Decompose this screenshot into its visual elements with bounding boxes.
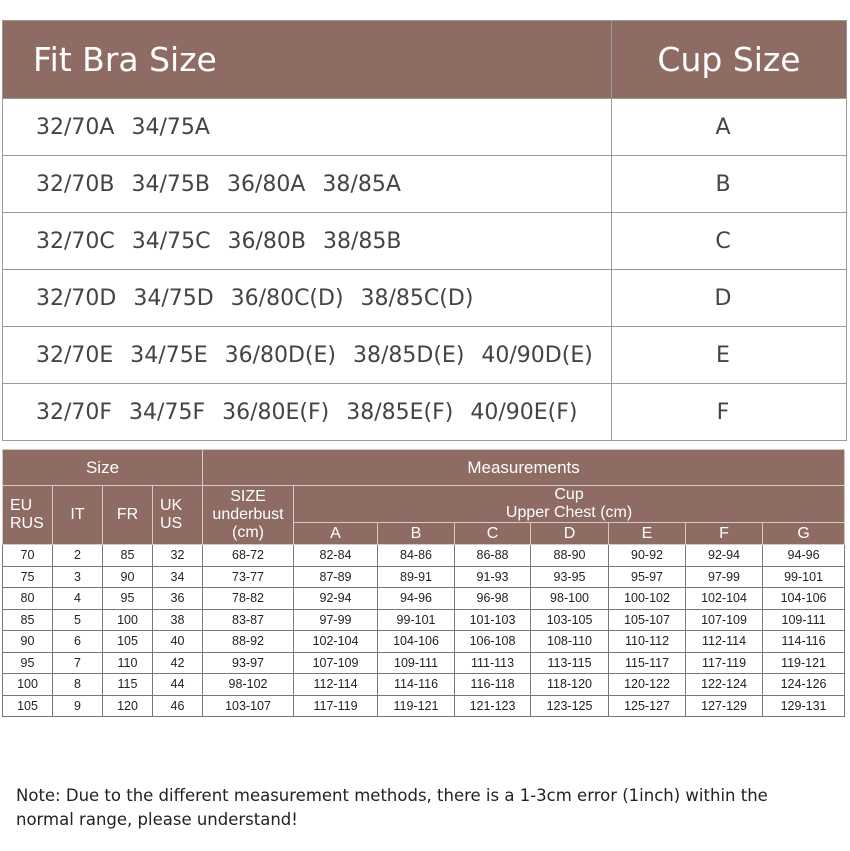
table-cell: 100 (103, 609, 153, 631)
table-cell: 98-102 (203, 674, 294, 696)
cup-upper-chest-header (294, 486, 845, 523)
table-cell: 107-109 (294, 652, 378, 674)
cup-letter-header: B (378, 523, 455, 545)
table-cell: 123-125 (531, 695, 609, 717)
table-cell: 97-99 (686, 566, 763, 588)
table-cell: 90 (103, 566, 153, 588)
table-cell: 117-119 (686, 652, 763, 674)
cup-letter-header: E (609, 523, 686, 545)
table-cell: 103-105 (531, 609, 609, 631)
cup-letter-header: F (686, 523, 763, 545)
measurements-group-header: Measurements (203, 450, 845, 486)
table-cell: 34 (153, 566, 203, 588)
table-cell: 83-87 (203, 609, 294, 631)
uk-us-header (153, 486, 203, 545)
table-cell: 120 (103, 695, 153, 717)
table-cell: 102-104 (294, 631, 378, 653)
table-cell: 116-118 (455, 674, 531, 696)
table-cell: 112-114 (294, 674, 378, 696)
cup-letter-header: G (763, 523, 845, 545)
table-cell: 95 (3, 652, 53, 674)
table-cell: 117-119 (294, 695, 378, 717)
table-cell: 4 (53, 588, 103, 610)
table-cell: 73-77 (203, 566, 294, 588)
table-cell: 106-108 (455, 631, 531, 653)
table-cell: 88-90 (531, 545, 609, 567)
fit-table-header-row (3, 21, 847, 99)
table-cell: 92-94 (294, 588, 378, 610)
cup-letter-cell: C (612, 213, 847, 270)
fit-sizes-cell: 32/70F 34/75F 36/80E(F) 38/85E(F) 40/90E(F) (3, 384, 612, 441)
table-cell: 78-82 (203, 588, 294, 610)
table-cell: 95-97 (609, 566, 686, 588)
eu-rus-header (3, 486, 53, 545)
underbust-header (203, 486, 294, 545)
table-cell: 99-101 (378, 609, 455, 631)
fit-bra-size-table (2, 20, 847, 441)
table-cell: 44 (153, 674, 203, 696)
table-cell: 89-91 (378, 566, 455, 588)
table-cell: 119-121 (378, 695, 455, 717)
fit-sizes-cell: 32/70C 34/75C 36/80B 38/85B (3, 213, 612, 270)
table-cell: 40 (153, 631, 203, 653)
cup-size-header: Cup Size (612, 21, 847, 99)
measure-header-row-1 (3, 450, 845, 486)
cm-label: (cm) (232, 524, 264, 541)
fit-table-row (3, 156, 847, 213)
rus-label: RUS (10, 515, 44, 532)
size-label: SIZE (230, 488, 266, 505)
table-cell: 9 (53, 695, 103, 717)
table-cell: 112-114 (686, 631, 763, 653)
fit-sizes-cell: 32/70D 34/75D 36/80C(D) 38/85C(D) (3, 270, 612, 327)
table-cell: 68-72 (203, 545, 294, 567)
table-cell: 100-102 (609, 588, 686, 610)
table-cell: 90-92 (609, 545, 686, 567)
table-cell: 110 (103, 652, 153, 674)
table-cell: 121-123 (455, 695, 531, 717)
table-row (3, 631, 845, 653)
fit-sizes-cell: 32/70E 34/75E 36/80D(E) 38/85D(E) 40/90D(E) (3, 327, 612, 384)
table-cell: 114-116 (763, 631, 845, 653)
table-cell: 105 (103, 631, 153, 653)
table-cell: 105-107 (609, 609, 686, 631)
table-cell: 2 (53, 545, 103, 567)
us-label: US (160, 515, 183, 532)
table-cell: 85 (103, 545, 153, 567)
table-cell: 104-106 (378, 631, 455, 653)
table-cell: 108-110 (531, 631, 609, 653)
table-cell: 97-99 (294, 609, 378, 631)
cup-letter-cell: A (612, 99, 847, 156)
table-cell: 129-131 (763, 695, 845, 717)
table-cell: 115 (103, 674, 153, 696)
table-cell: 99-101 (763, 566, 845, 588)
table-cell: 119-121 (763, 652, 845, 674)
fit-sizes-cell: 32/70B 34/75B 36/80A 38/85A (3, 156, 612, 213)
table-cell: 88-92 (203, 631, 294, 653)
table-cell: 5 (53, 609, 103, 631)
table-cell: 93-95 (531, 566, 609, 588)
table-row (3, 545, 845, 567)
measurement-note: Note: Due to the different measurement methods, there is a 1-3cm error (1inch) within the normal range, please understand! (16, 786, 768, 829)
cup-letter-header: D (531, 523, 609, 545)
table-cell: 80 (3, 588, 53, 610)
table-cell: 82-84 (294, 545, 378, 567)
table-cell: 98-100 (531, 588, 609, 610)
table-cell: 94-96 (378, 588, 455, 610)
cup-label: Cup (554, 486, 584, 503)
measurements-table (2, 449, 845, 717)
cup-letter-cell: F (612, 384, 847, 441)
table-row (3, 674, 845, 696)
underbust-label: underbust (212, 506, 284, 523)
fit-sizes-cell: 32/70A 34/75A (3, 99, 612, 156)
table-cell: 38 (153, 609, 203, 631)
table-cell: 115-117 (609, 652, 686, 674)
fit-table-row (3, 270, 847, 327)
measure-header-row-2 (3, 486, 845, 523)
fit-table-row (3, 384, 847, 441)
table-cell: 96-98 (455, 588, 531, 610)
cup-letter-cell: B (612, 156, 847, 213)
table-cell: 91-93 (455, 566, 531, 588)
table-cell: 85 (3, 609, 53, 631)
table-cell: 104-106 (763, 588, 845, 610)
table-cell: 3 (53, 566, 103, 588)
table-cell: 100 (3, 674, 53, 696)
table-cell: 120-122 (609, 674, 686, 696)
size-group-header: Size (3, 450, 203, 486)
table-cell: 95 (103, 588, 153, 610)
table-cell: 8 (53, 674, 103, 696)
table-cell: 42 (153, 652, 203, 674)
table-cell: 113-115 (531, 652, 609, 674)
table-cell: 36 (153, 588, 203, 610)
table-row (3, 695, 845, 717)
fit-table-row (3, 327, 847, 384)
cup-letter-header: C (455, 523, 531, 545)
table-cell: 87-89 (294, 566, 378, 588)
fr-header: FR (103, 486, 153, 545)
measurements-body (3, 545, 845, 717)
it-header: IT (53, 486, 103, 545)
table-cell: 86-88 (455, 545, 531, 567)
table-cell: 46 (153, 695, 203, 717)
uk-label: UK (160, 497, 183, 514)
table-row (3, 609, 845, 631)
upper-chest-label: Upper Chest (cm) (505, 504, 633, 521)
table-cell: 107-109 (686, 609, 763, 631)
table-cell: 118-120 (531, 674, 609, 696)
table-cell: 94-96 (763, 545, 845, 567)
table-cell: 110-112 (609, 631, 686, 653)
table-cell: 125-127 (609, 695, 686, 717)
fit-table-row (3, 213, 847, 270)
eu-label: EU (10, 497, 33, 514)
table-cell: 114-116 (378, 674, 455, 696)
table-cell: 84-86 (378, 545, 455, 567)
cup-letter-cell: E (612, 327, 847, 384)
table-cell: 105 (3, 695, 53, 717)
table-cell: 101-103 (455, 609, 531, 631)
table-cell: 75 (3, 566, 53, 588)
table-cell: 70 (3, 545, 53, 567)
table-cell: 92-94 (686, 545, 763, 567)
table-row (3, 566, 845, 588)
table-cell: 32 (153, 545, 203, 567)
fit-table-row (3, 99, 847, 156)
table-cell: 6 (53, 631, 103, 653)
table-row (3, 588, 845, 610)
table-cell: 102-104 (686, 588, 763, 610)
table-cell: 127-129 (686, 695, 763, 717)
cup-letter-cell: D (612, 270, 847, 327)
table-cell: 93-97 (203, 652, 294, 674)
table-cell: 103-107 (203, 695, 294, 717)
table-cell: 109-111 (763, 609, 845, 631)
table-cell: 109-111 (378, 652, 455, 674)
table-cell: 111-113 (455, 652, 531, 674)
table-row (3, 652, 845, 674)
cup-letter-header: A (294, 523, 378, 545)
fit-bra-size-header: Fit Bra Size (3, 21, 612, 99)
table-cell: 90 (3, 631, 53, 653)
table-cell: 124-126 (763, 674, 845, 696)
table-cell: 7 (53, 652, 103, 674)
table-cell: 122-124 (686, 674, 763, 696)
